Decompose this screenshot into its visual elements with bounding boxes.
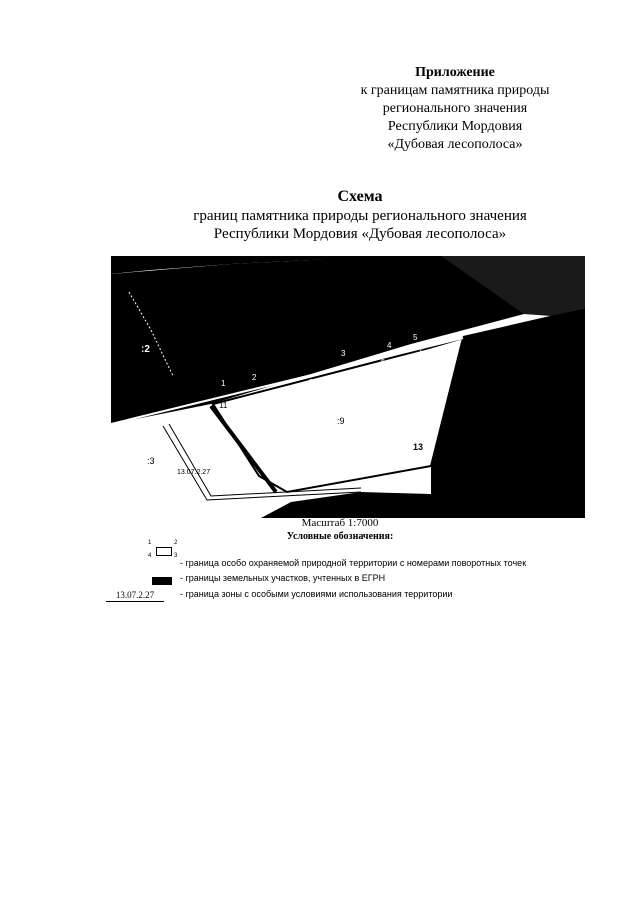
- scale-text: Масштаб 1:7000: [301, 517, 379, 529]
- point-label: 9: [309, 379, 313, 386]
- point-label: 6: [381, 359, 385, 366]
- legend: [100, 542, 580, 622]
- legend-text: - граница зоны с особыми условиями использования территории: [180, 589, 453, 599]
- scheme-subtitle-line: границ памятника природы регионального значения: [193, 208, 527, 224]
- boundary-map: [111, 256, 585, 518]
- appendix-title: Приложение: [415, 65, 495, 80]
- corner-label: 4: [148, 553, 152, 559]
- point-label: 10: [273, 389, 281, 396]
- legend-item-zone: [100, 586, 580, 604]
- parcel-label: :2: [141, 344, 150, 355]
- point-label: 2: [252, 373, 257, 382]
- black-fill-icon: [152, 577, 172, 585]
- zone-label: 13.07.2.27: [177, 469, 211, 476]
- legend-text: - границы земельных участков, учтенных в ЕГРН: [180, 573, 386, 583]
- zone-symbol: [100, 589, 155, 603]
- appendix-line: «Дубовая лесополоса»: [387, 137, 523, 152]
- scheme-subtitle-line: Республики Мордовия «Дубовая лесополоса»: [213, 226, 507, 242]
- map-canvas: [111, 256, 585, 518]
- point-label: 1: [221, 379, 226, 388]
- scheme-title: Схема: [337, 188, 383, 205]
- point-label: 5: [413, 333, 418, 342]
- boundary-box-icon: [156, 547, 172, 556]
- legend-title: Условные обозначения:: [286, 531, 394, 542]
- point-label: 11: [219, 401, 228, 410]
- point-label: 3: [341, 349, 346, 358]
- appendix-line: Республики Мордовия: [387, 119, 523, 134]
- boundary-symbol: [122, 540, 178, 559]
- zone-symbol-label: 13.07.2.27: [106, 589, 164, 602]
- parcel-label: :3: [147, 456, 155, 466]
- appendix-line: регионального значения: [382, 101, 528, 116]
- point-label: 7: [418, 349, 422, 356]
- appendix-block: [330, 64, 580, 154]
- legend-item-boundary: [100, 540, 580, 568]
- corner-label: 1: [148, 540, 152, 546]
- scale-block: [230, 517, 450, 543]
- corner-label: 2: [174, 540, 178, 546]
- scheme-heading: [120, 187, 600, 243]
- parcel-label: 13: [413, 442, 424, 452]
- parcel-symbol: [122, 573, 177, 587]
- appendix-line: к границам памятника природы: [360, 83, 550, 98]
- parcel-label: :9: [337, 416, 345, 426]
- corner-label: 3: [174, 553, 178, 559]
- legend-text: - граница особо охраняемой природной территории с номерами поворотных точек: [180, 558, 527, 568]
- point-label: 4: [387, 341, 392, 350]
